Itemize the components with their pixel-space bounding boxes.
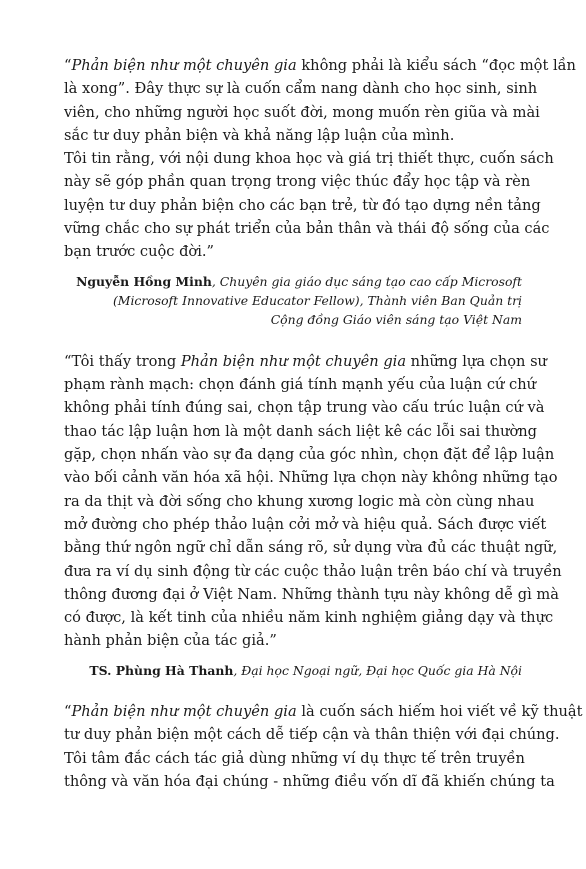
text-line — [64, 54, 576, 77]
text-line — [64, 747, 525, 770]
text-line — [64, 217, 550, 240]
text-line — [64, 700, 583, 723]
text-line — [64, 147, 554, 170]
text-run: gặp, chọn nhấn vào sự đa dạng của góc nhìn, chọn đặt để lập luận — [64, 446, 555, 464]
attribution-line — [64, 661, 522, 680]
text-run: vững chắc cho sự phát triển của bản thân và thái độ sống của các — [64, 220, 550, 238]
text-run: Tôi tâm đắc cách tác giả dùng những ví dụ thực tế trên truyền — [64, 749, 525, 767]
text-run: có được, là kết tinh của nhiều năm kinh nghiệm giảng dạy và thực — [64, 609, 554, 627]
text-line — [64, 536, 558, 559]
book-title: Phản biện như một chuyên gia — [71, 703, 297, 721]
text-line — [64, 513, 547, 536]
text-line — [64, 583, 559, 606]
text-run: vào bối cảnh văn hóa xã hội. Những lựa chọn này không những tạo — [64, 469, 558, 487]
text-run: thông đương đại ở Việt Nam. Những thành tựu này không dễ gì mà — [64, 585, 559, 603]
text-line — [64, 606, 554, 629]
text-line — [64, 350, 547, 373]
text-run: những lựa chọn sư — [406, 352, 547, 370]
text-line — [64, 101, 540, 124]
text-run: “Tôi thấy trong — [64, 352, 181, 370]
author-role: (Microsoft Innovative Educator Fellow), Thành viên Ban Quản trị — [112, 293, 522, 309]
text-run: sắc tư duy phản biện và khả năng lập luận của mình. — [64, 126, 455, 144]
attribution-1 — [64, 272, 522, 330]
text-run: bạn trước cuộc đời.” — [64, 243, 214, 261]
text-run: ra da thịt và đời sống cho khung xương logic mà còn cùng nhau — [64, 492, 535, 510]
text-run: là xong”. Đây thực sự là cuốn cẩm nang dành cho học sinh, sinh — [64, 80, 538, 98]
text-run: tư duy phản biện một cách dễ tiếp cận và thân thiện với đại chúng. — [64, 726, 560, 744]
text-run: thao tác lập luận hơn là một danh sách liệt kê các lỗi sai thường — [64, 422, 538, 440]
quote-2 — [64, 350, 562, 653]
text-line — [64, 124, 522, 147]
text-run: “ — [64, 703, 72, 721]
text-run: bằng thứ ngôn ngữ chỉ dẫn sáng rõ, sử dụng vừa đủ các thuật ngữ, — [64, 539, 558, 557]
text-line — [64, 560, 562, 583]
attribution-line — [64, 310, 522, 329]
text-line — [64, 466, 558, 489]
author-role: Cộng đồng Giáo viên sáng tạo Việt Nam — [270, 312, 522, 328]
text-line — [64, 170, 531, 193]
text-run: viên, cho những người học suốt đời, mong muốn rèn giũa và mài — [64, 103, 540, 121]
book-title: Phản biện như một chuyên gia — [71, 57, 297, 74]
text-line — [64, 373, 537, 396]
text-run: luyện tư duy phản biện cho các bạn trẻ, từ đó tạo dựng nền tảng — [64, 196, 541, 214]
author-role: Chuyên gia giáo dục sáng tạo cao cấp Microsoft — [219, 273, 522, 289]
attribution-2 — [64, 661, 522, 680]
text-line — [64, 490, 535, 513]
attribution-line — [64, 272, 522, 291]
text-line — [64, 443, 555, 466]
text-run: không phải là kiểu sách “đọc một lần — [296, 57, 576, 74]
text-run: thông và văn hóa đại chúng - những điều vốn dĩ đã khiến chúng ta — [64, 773, 555, 791]
author-role: , — [233, 662, 242, 678]
text-run: “ — [64, 57, 72, 74]
text-line — [64, 420, 538, 443]
text-run: phạm rành mạch: chọn đánh giá tính mạnh yếu của luận cứ chứ — [64, 376, 537, 394]
text-run: đưa ra ví dụ sinh động từ các cuộc thảo luận trên báo chí và truyền — [64, 562, 562, 580]
attribution-line — [64, 291, 522, 310]
text-run: không phải tính đúng sai, chọn tập trung vào cấu trúc luận cứ và — [64, 399, 545, 417]
book-title: Phản biện như một chuyên gia — [180, 352, 407, 370]
text-line — [64, 240, 522, 263]
text-line — [64, 770, 555, 793]
text-run: là cuốn sách hiếm hoi viết về kỹ thuật — [296, 703, 583, 721]
text-line — [64, 396, 545, 419]
text-run: hành phản biện của tác giả.” — [64, 632, 277, 650]
author-name: TS. Phùng Hà Thanh — [89, 662, 234, 678]
text-line — [64, 194, 541, 217]
text-run: mở đường cho phép thảo luận cởi mở và hiệu quả. Sách được viết — [64, 515, 547, 533]
text-run: Tôi tin rằng, với nội dung khoa học và giá trị thiết thực, cuốn sách — [64, 150, 554, 168]
quote-1 — [64, 54, 576, 264]
author-role: , — [211, 273, 220, 289]
text-line — [64, 629, 522, 652]
author-role: Đại học Ngoại ngữ, Đại học Quốc gia Hà Nội — [241, 662, 522, 678]
author-name: Nguyễn Hồng Minh — [76, 273, 212, 289]
text-run: này sẽ góp phần quan trọng trong việc thúc đẩy học tập và rèn — [64, 173, 531, 191]
text-line — [64, 723, 560, 746]
page-content — [64, 54, 583, 793]
quote-3 — [64, 700, 583, 793]
text-line — [64, 77, 538, 100]
